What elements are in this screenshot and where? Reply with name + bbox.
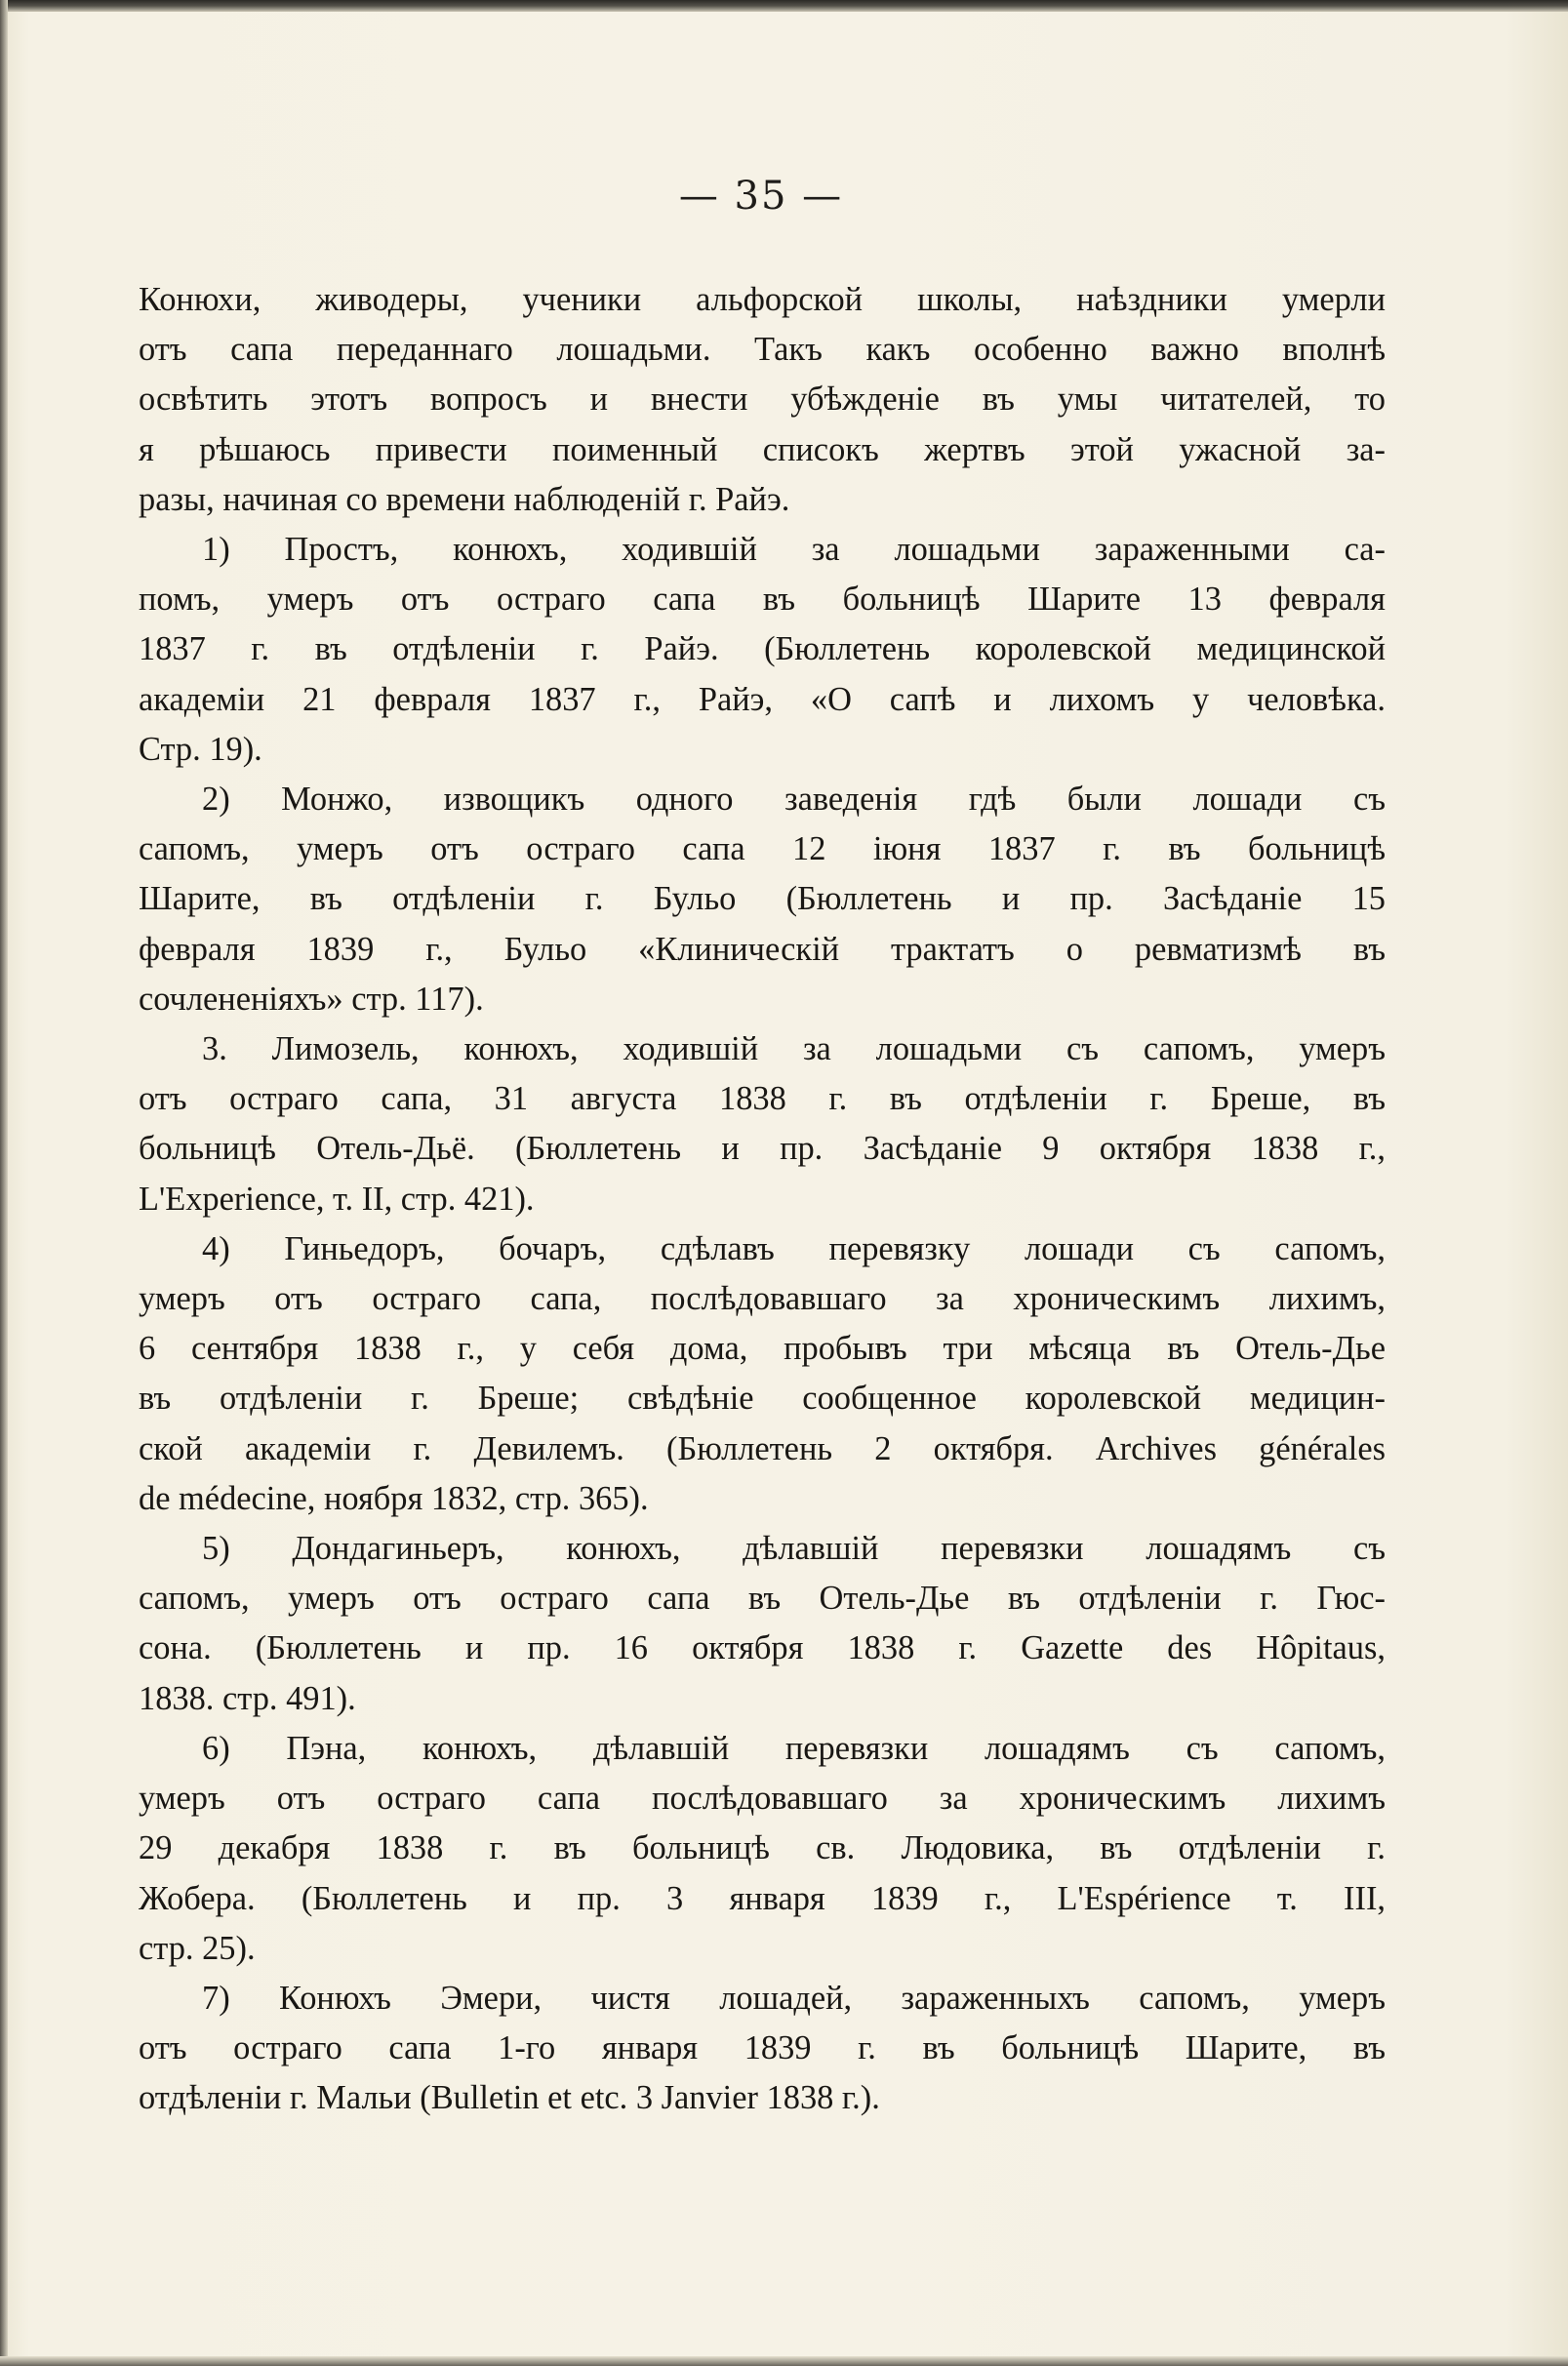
text-line: больницѣ Отель-Дьё. (Бюллетень и пр. Засѣданіе 9 октября 1838 г., — [139, 1130, 1386, 1168]
text-line: сочлененіяхъ» стр. 117). — [139, 980, 484, 1018]
text-line: умеръ отъ остраго сапа, послѣдовавшаго за хроническимъ лихимъ, — [139, 1280, 1386, 1318]
page-left-edge — [0, 0, 8, 2366]
text-line: 29 декабря 1838 г. въ больницѣ св. Людовика, въ отдѣленіи г. — [139, 1829, 1386, 1867]
page-top-edge — [0, 0, 1568, 12]
text-line: умеръ отъ остраго сапа послѣдовавшаго за хроническимъ лихимъ — [139, 1780, 1386, 1818]
paragraph-case-1 — [139, 525, 1386, 775]
text-line: отъ сапа переданнаго лошадьми. Такъ какъ особенно важно вполнѣ — [139, 331, 1386, 369]
text-line: разы, начиная со времени наблюденій г. Райэ. — [139, 480, 790, 518]
text-line: Стр. 19). — [139, 730, 262, 768]
text-line: въ отдѣленіи г. Бреше; свѣдѣніе сообщенное королевской медицин- — [139, 1380, 1386, 1418]
text-line: Шарите, въ отдѣленіи г. Бульо (Бюллетень и пр. Засѣданіе 15 — [139, 880, 1386, 918]
text-line: освѣтить этотъ вопросъ и внести убѣжденіе въ умы читателей, то — [139, 381, 1386, 419]
text-line: отъ остраго сапа 1-го января 1839 г. въ больницѣ Шарите, въ — [139, 2029, 1386, 2067]
text-line: академіи 21 февраля 1837 г., Райэ, «О сапѣ и лихомъ у человѣка. — [139, 680, 1386, 718]
text-line: 1) Простъ, конюхъ, ходившій за лошадьми зараженными са- — [202, 531, 1386, 569]
text-line: сапомъ, умеръ отъ остраго сапа въ Отель-Дье въ отдѣленіи г. Гюс- — [139, 1580, 1386, 1618]
text-line: 1838. стр. 491). — [139, 1679, 356, 1717]
paragraph-case-7 — [139, 1974, 1386, 2124]
paragraph-case-6 — [139, 1724, 1386, 1974]
text-line: 5) Дондагиньеръ, конюхъ, дѣлавшій перевязки лошадямъ съ — [202, 1530, 1386, 1568]
text-line: 7) Конюхъ Эмери, чистя лошадей, зараженныхъ сапомъ, умеръ — [202, 1979, 1386, 2017]
text-line: сона. (Бюллетень и пр. 16 октября 1838 г. Gazette des Hôpitaus, — [139, 1629, 1386, 1667]
text-line: февраля 1839 г., Бульо «Клиническій трактатъ о ревматизмѣ въ — [139, 930, 1386, 968]
text-line: я рѣшаюсь привести поименный списокъ жертвъ этой ужасной за- — [139, 430, 1386, 468]
text-line: 4) Гиньедоръ, бочаръ, сдѣлавъ перевязку лошади съ сапомъ, — [202, 1229, 1386, 1267]
text-line: отъ остраго сапа, 31 августа 1838 г. въ отдѣленіи г. Бреше, въ — [139, 1080, 1386, 1118]
page-bottom-edge — [0, 2356, 1568, 2366]
text-line: 1837 г. въ отдѣленіи г. Райэ. (Бюллетень королевской медицинской — [139, 630, 1386, 668]
text-line: 6 сентября 1838 г., у себя дома, пробывъ три мѣсяца въ Отель-Дье — [139, 1330, 1386, 1368]
text-line: Жобера. (Бюллетень и пр. 3 января 1839 г., L'Espérience т. III, — [139, 1879, 1386, 1917]
page-number: — 35 — — [678, 174, 844, 219]
text-line: ской академіи г. Девилемъ. (Бюллетень 2 октября. Archives générales — [139, 1429, 1386, 1467]
paragraph-case-5 — [139, 1524, 1386, 1724]
body-text — [139, 275, 1386, 2124]
text-line: L'Experience, т. II, стр. 421). — [139, 1180, 535, 1218]
paragraph-case-4 — [139, 1224, 1386, 1524]
text-line: 6) Пэна, конюхъ, дѣлавшій перевязки лошадямъ съ сапомъ, — [202, 1729, 1386, 1767]
text-line: Конюхи, живодеры, ученики альфорской школы, наѣздники умерли — [139, 281, 1386, 318]
text-line: 2) Монжо, извощикъ одного заведенія гдѣ были лошади съ — [202, 781, 1386, 819]
paragraph-case-2 — [139, 775, 1386, 1024]
paragraph-intro — [139, 275, 1386, 525]
text-line: стр. 25). — [139, 1929, 256, 1967]
text-line: сапомъ, умеръ отъ остраго сапа 12 іюня 1837 г. въ больницѣ — [139, 830, 1386, 868]
text-line: помъ, умеръ отъ остраго сапа въ больницѣ Шарите 13 февраля — [139, 581, 1386, 619]
text-line: de médecine, ноября 1832, стр. 365). — [139, 1479, 649, 1517]
text-line: 3. Лимозель, конюхъ, ходившій за лошадьми съ сапомъ, умеръ — [202, 1030, 1386, 1068]
text-line: отдѣленіи г. Мальи (Bulletin et etc. 3 Janvier 1838 г.). — [139, 2079, 880, 2117]
paragraph-case-3 — [139, 1024, 1386, 1224]
